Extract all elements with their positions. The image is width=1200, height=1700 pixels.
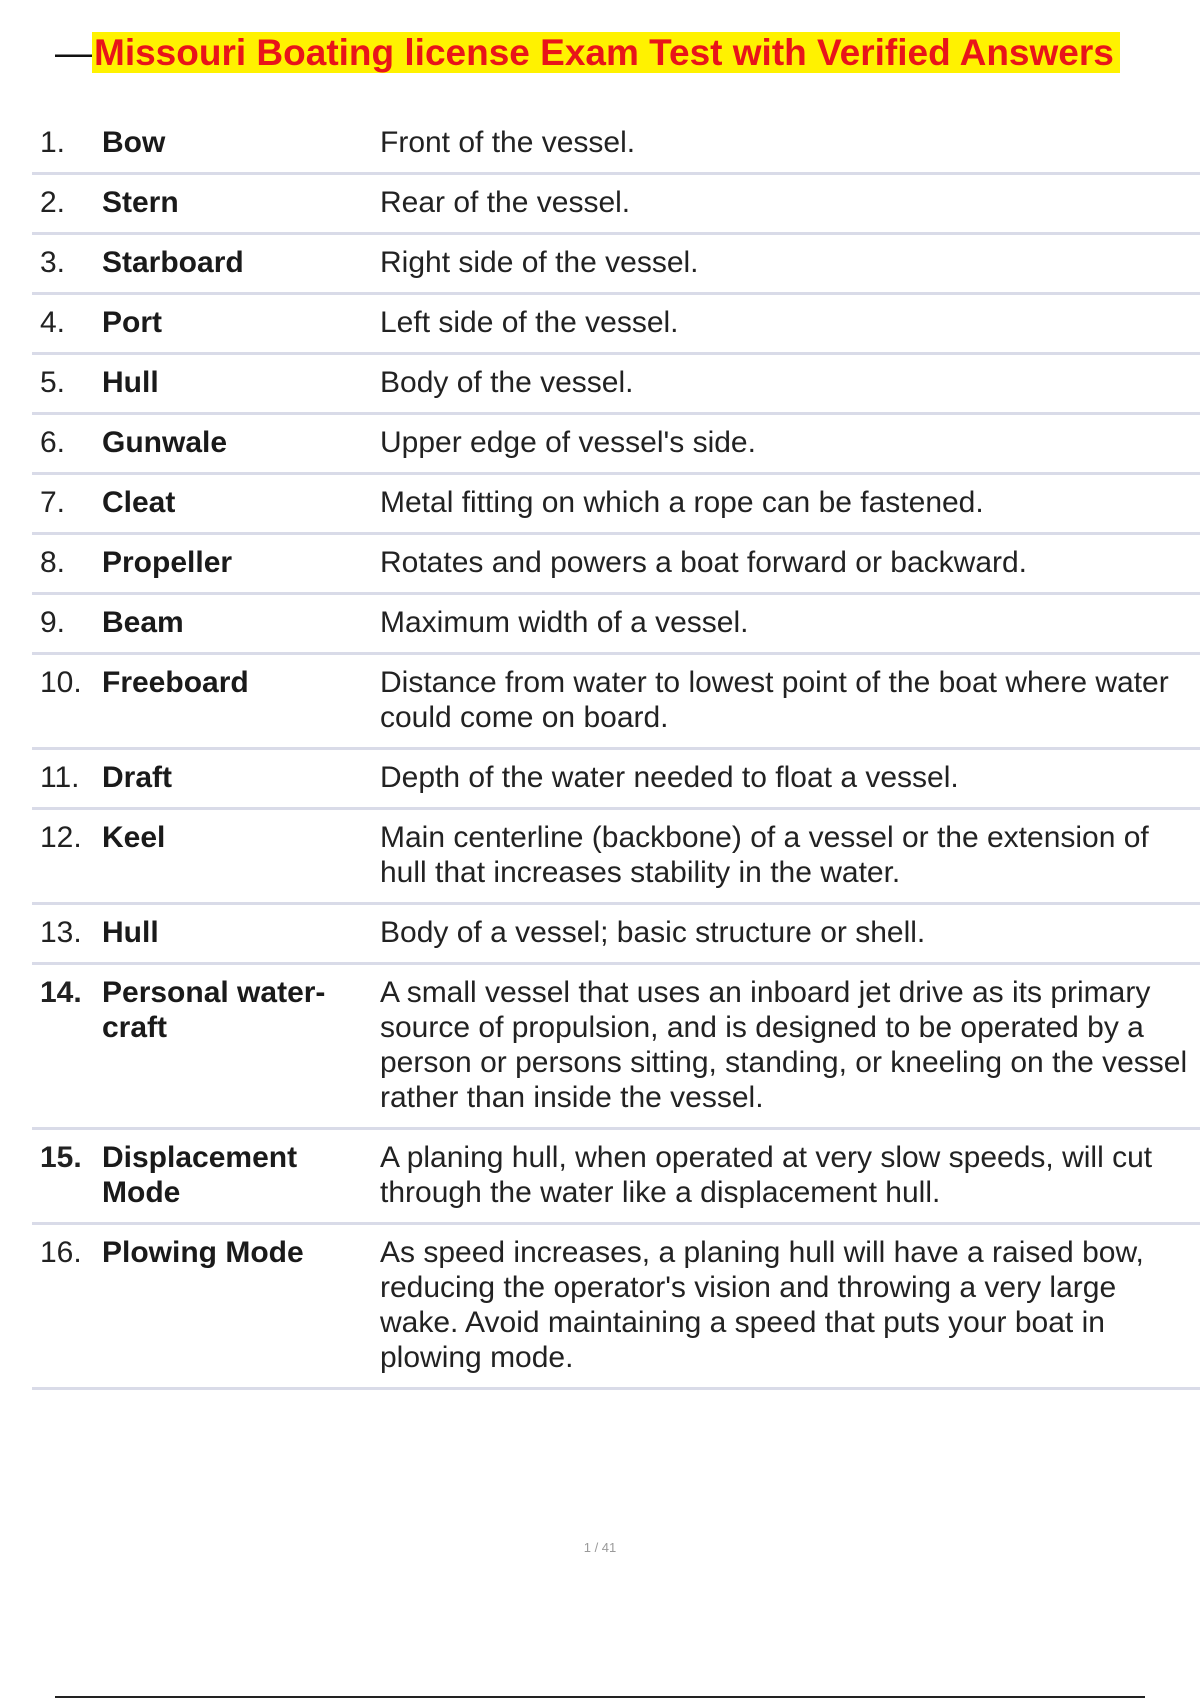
term-row <box>32 905 1200 965</box>
term-name: Hull <box>102 916 159 949</box>
term-definition: Rotates and powers a boat forward or backward. <box>380 546 1028 579</box>
term-row <box>32 115 1200 175</box>
term-name: Starboard <box>102 246 244 279</box>
term-row <box>32 1225 1200 1390</box>
term-number: 15. <box>40 1141 82 1174</box>
term-definition: Upper edge of vessel's side. <box>380 426 756 459</box>
term-number: 7. <box>40 486 66 519</box>
term-row <box>32 810 1200 905</box>
term-definition: As speed increases, a planing hull will have a raised bow, reducing the operator's vision and throwing a very large wake. Avoid maintaining a speed that puts your boat in plowing mode. <box>380 1236 1144 1374</box>
term-name: Gunwale <box>102 426 228 459</box>
term-name: Draft <box>102 761 173 794</box>
term-definition: A planing hull, when operated at very slow speeds, will cut through the water like a displacement hull. <box>380 1141 1153 1209</box>
term-row <box>32 655 1200 750</box>
term-row <box>32 475 1200 535</box>
title-text: Missouri Boating license Exam Test with Verified Answers <box>92 32 1120 73</box>
term-row <box>32 535 1200 595</box>
term-number: 4. <box>40 306 66 339</box>
footer-divider <box>55 1696 1145 1698</box>
term-name: Displacement Mode <box>102 1141 298 1209</box>
term-name: Plowing Mode <box>102 1236 304 1269</box>
term-name: Freeboard <box>102 666 249 699</box>
term-row <box>32 595 1200 655</box>
term-number: 3. <box>40 246 66 279</box>
term-number: 10. <box>40 666 82 699</box>
term-definition: Depth of the water needed to float a vessel. <box>380 761 959 794</box>
term-name: Cleat <box>102 486 176 519</box>
term-name: Stern <box>102 186 179 219</box>
term-row <box>32 175 1200 235</box>
term-name: Bow <box>102 126 166 159</box>
term-number: 1. <box>40 126 66 159</box>
term-name: Personal water-craft <box>102 976 326 1044</box>
term-definition: Left side of the vessel. <box>380 306 679 339</box>
term-row <box>32 965 1200 1130</box>
term-definition: Body of the vessel. <box>380 366 634 399</box>
term-definition: Metal fitting on which a rope can be fastened. <box>380 486 984 519</box>
term-row <box>32 235 1200 295</box>
term-number: 5. <box>40 366 66 399</box>
term-row <box>32 1130 1200 1225</box>
term-number: 14. <box>40 976 82 1009</box>
term-number: 2. <box>40 186 66 219</box>
term-name: Keel <box>102 821 166 854</box>
terms-table <box>32 115 1200 1390</box>
page-title <box>55 30 1120 76</box>
term-number: 9. <box>40 606 66 639</box>
term-name: Hull <box>102 366 159 399</box>
term-number: 6. <box>40 426 66 459</box>
term-definition: Right side of the vessel. <box>380 246 699 279</box>
term-row <box>32 750 1200 810</box>
term-number: 13. <box>40 916 82 949</box>
title-dash: — <box>55 32 92 73</box>
page-indicator: 1 / 41 <box>583 1540 617 1555</box>
term-name: Beam <box>102 606 184 639</box>
term-definition: Distance from water to lowest point of the boat where water could come on board. <box>380 666 1169 734</box>
term-definition: Maximum width of a vessel. <box>380 606 749 639</box>
term-row <box>32 355 1200 415</box>
term-number: 12. <box>40 821 82 854</box>
term-number: 16. <box>40 1236 82 1269</box>
term-definition: A small vessel that uses an inboard jet drive as its primary source of propulsion, and is designed to be operated by a person or persons sitting, standing, or kneeling on the vessel rather than inside the vessel. <box>380 976 1188 1114</box>
term-definition: Front of the vessel. <box>380 126 636 159</box>
term-number: 8. <box>40 546 66 579</box>
term-definition: Rear of the vessel. <box>380 186 631 219</box>
term-row <box>32 415 1200 475</box>
term-definition: Body of a vessel; basic structure or shell. <box>380 916 926 949</box>
term-row <box>32 295 1200 355</box>
term-name: Propeller <box>102 546 233 579</box>
term-number: 11. <box>40 761 80 794</box>
term-definition: Main centerline (backbone) of a vessel or the extension of hull that increases stability in the water. <box>380 821 1149 889</box>
term-name: Port <box>102 306 162 339</box>
